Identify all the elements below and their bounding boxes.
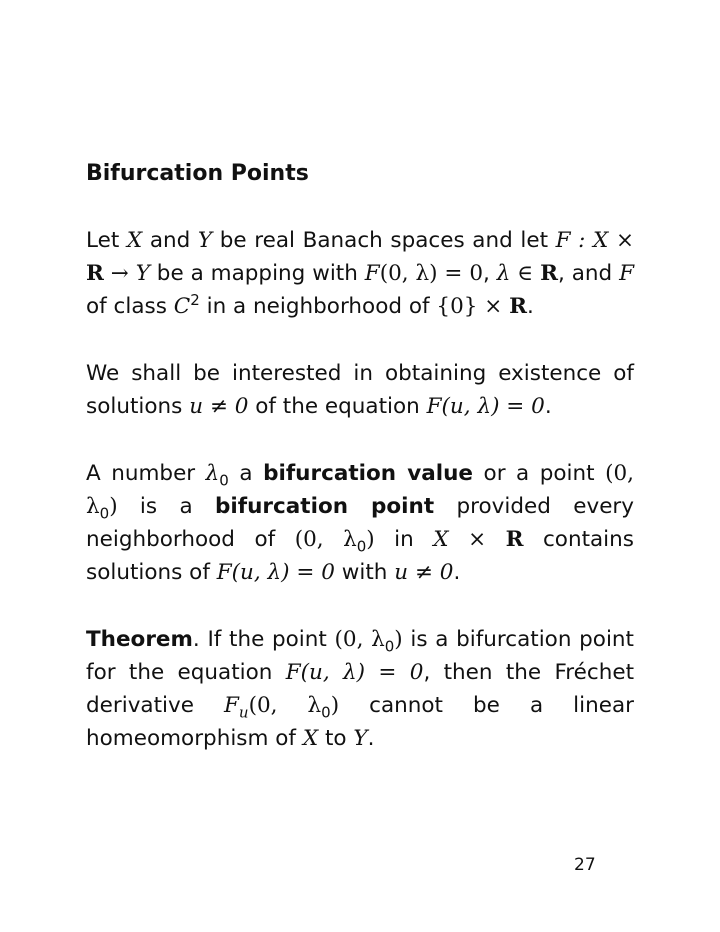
paragraph-interest: We shall be interested in obtaining existence of solutions u ≠ 0 of the equation F(u, λ) = 0. bbox=[86, 361, 634, 419]
slide-content bbox=[86, 158, 634, 755]
term-bifurcation-point: bifurcation point bbox=[215, 494, 435, 519]
page-number: 27 bbox=[574, 855, 596, 875]
term-bifurcation-value: bifurcation value bbox=[263, 461, 474, 486]
paragraph-theorem: Theorem. If the point (0, $\lambda_0$) is a bifurcation point for the equation F(u, λ) = 0, then the Fréchet derivative $F_u(0$, $\lambda_0$) cannot be a linear homeomorphism of X to Y. bbox=[86, 627, 634, 751]
theorem-label: Theorem bbox=[86, 627, 193, 652]
slide-title: Bifurcation Points bbox=[86, 161, 309, 186]
paragraph-definitions: Let X and Y be real Banach spaces and let F : X × R → Y be a mapping with F(0, λ) = 0, λ ∈ R, and F of class $C^2$ in a neighborhood of {0} × R. bbox=[86, 228, 635, 319]
paragraph-bifurcation-definition: A number $\lambda_0$ a bifurcation value or a point (0, $\lambda_0$) is a bifurcation point provided every neighborhood of (0, $\lambda_0$) in X × R contains solutions of F(u, λ) = 0 with u ≠ 0. bbox=[86, 461, 634, 585]
